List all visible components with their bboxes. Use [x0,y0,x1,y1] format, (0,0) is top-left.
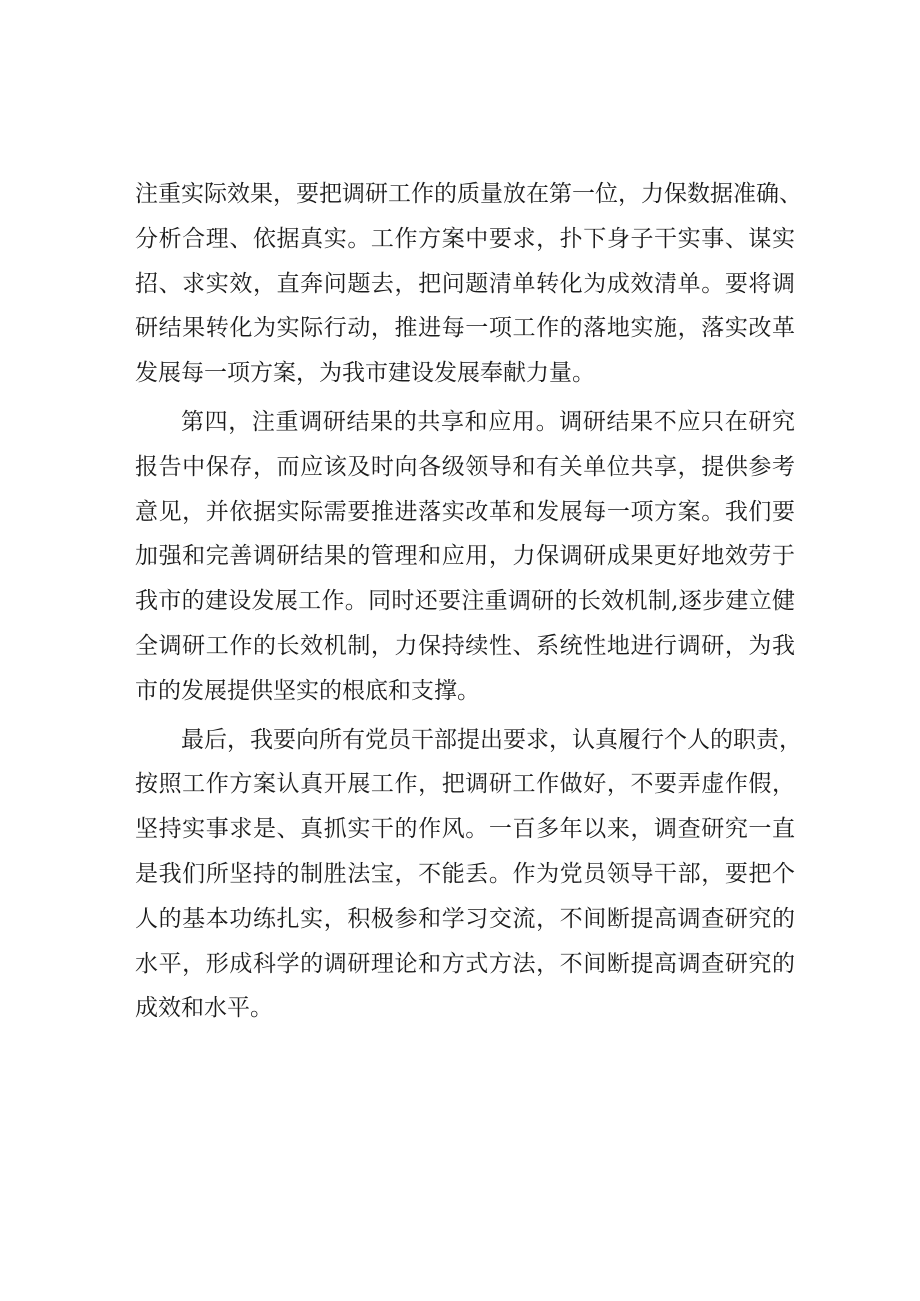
text-line: 市的发展提供坚实的根底和支撑。 [135,677,480,704]
text-line: 人的基本功练扎实，积极参和学习交流，不间断提高调查研究的 [135,905,795,932]
text-line: 我市的建设发展工作。同时还要注重调研的长效机制,逐步建立健 [135,588,795,615]
text-line: 研结果转化为实际行动，推进每一项工作的落地实施，落实改革 [135,315,795,342]
text-line: 加强和完善调研结果的管理和应用，力保调研成果更好地效劳于 [135,543,795,570]
paragraph-3 [135,718,802,1032]
text-line: 发展每一项方案，为我市建设发展奉献力量。 [135,360,595,387]
text-line: 是我们所坚持的制胜法宝，不能丢。作为党员领导干部，要把个 [135,860,795,887]
text-line: 坚持实事求是、真抓实干的作风。一百多年以来，调查研究一直 [135,816,795,843]
document-body [135,172,802,1031]
text-line: 注重实际效果，要把调研工作的质量放在第一位，力保数据准确、 [135,181,802,207]
text-line: 报告中保存，而应该及时向各级领导和有关单位共享，提供参考 [135,453,795,480]
text-line: 水平，形成科学的调研理论和方式方法，不间断提高调查研究的 [135,950,795,977]
text-line: 按照工作方案认真开展工作，把调研工作做好，不要弄虚作假， [135,771,795,798]
text-line: 成效和水平。 [135,995,273,1022]
text-line: 全调研工作的长效机制，力保持续性、系统性地进行调研，为我 [135,632,795,659]
text-line: 招、求实效，直奔问题去，把问题清单转化为成效清单。要将调 [135,270,795,297]
text-line: 第四，注重调研结果的共享和应用。调研结果不应只在研究 [181,408,795,435]
paragraph-2 [135,400,795,714]
text-line: 意见，并依据实际需要推进落实改革和发展每一项方案。我们要 [135,498,795,525]
text-line: 分析合理、依据真实。工作方案中要求，扑下身子干实事、谋实 [135,225,795,252]
paragraph-1 [135,172,802,396]
text-line: 最后，我要向所有党员干部提出要求，认真履行个人的职责， [181,726,802,753]
